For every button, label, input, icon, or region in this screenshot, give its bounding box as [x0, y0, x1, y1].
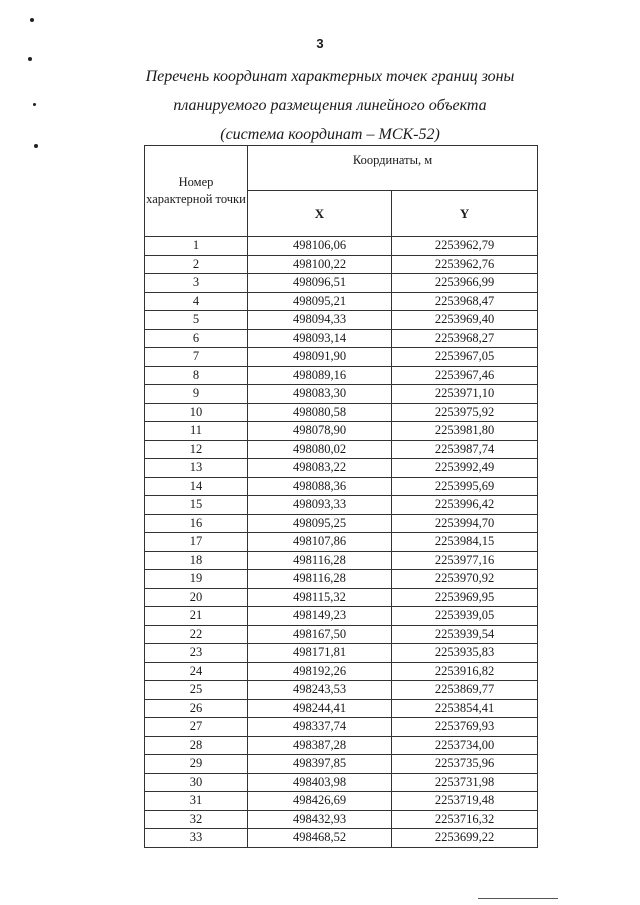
table-row [145, 662, 538, 681]
cell-y: 2253734,00 [392, 736, 538, 755]
cell-x: 498387,28 [248, 736, 392, 755]
page-number: 3 [316, 36, 324, 51]
cell-point-number: 9 [145, 385, 248, 404]
scan-dot [33, 103, 36, 106]
table-row [145, 385, 538, 404]
header-y: Y [392, 191, 538, 237]
scan-dot [28, 57, 32, 61]
cell-x: 498094,33 [248, 311, 392, 330]
table-row [145, 570, 538, 589]
cell-x: 498078,90 [248, 422, 392, 441]
cell-point-number: 18 [145, 551, 248, 570]
cell-point-number: 14 [145, 477, 248, 496]
cell-x: 498088,36 [248, 477, 392, 496]
cell-y: 2253939,54 [392, 625, 538, 644]
cell-x: 498243,53 [248, 681, 392, 700]
cell-point-number: 26 [145, 699, 248, 718]
table-row [145, 736, 538, 755]
cell-y: 2253731,98 [392, 773, 538, 792]
header-x: X [248, 191, 392, 237]
table-row [145, 551, 538, 570]
table-row [145, 366, 538, 385]
cell-y: 2253969,40 [392, 311, 538, 330]
cell-point-number: 27 [145, 718, 248, 737]
cell-x: 498080,02 [248, 440, 392, 459]
cell-y: 2253984,15 [392, 533, 538, 552]
title-line: (система координат – МСК-52) [220, 126, 440, 143]
cell-point-number: 24 [145, 662, 248, 681]
cell-point-number: 8 [145, 366, 248, 385]
cell-y: 2253992,49 [392, 459, 538, 478]
table-row [145, 607, 538, 626]
cell-x: 498116,28 [248, 551, 392, 570]
cell-y: 2253735,96 [392, 755, 538, 774]
table-row [145, 755, 538, 774]
table-row [145, 255, 538, 274]
cell-x: 498426,69 [248, 792, 392, 811]
table-row [145, 514, 538, 533]
cell-y: 2253981,80 [392, 422, 538, 441]
cell-y: 2253968,47 [392, 292, 538, 311]
cell-point-number: 22 [145, 625, 248, 644]
cell-x: 498171,81 [248, 644, 392, 663]
cell-x: 498083,30 [248, 385, 392, 404]
cell-point-number: 13 [145, 459, 248, 478]
cell-point-number: 4 [145, 292, 248, 311]
table-row [145, 292, 538, 311]
cell-y: 2253916,82 [392, 662, 538, 681]
cell-y: 2253869,77 [392, 681, 538, 700]
table-row [145, 829, 538, 848]
cell-y: 2253971,10 [392, 385, 538, 404]
cell-y: 2253967,05 [392, 348, 538, 367]
cell-y: 2253987,74 [392, 440, 538, 459]
header-coordinates: Координаты, м [248, 146, 538, 191]
cell-y: 2253716,32 [392, 810, 538, 829]
table-row [145, 699, 538, 718]
cell-y: 2253769,93 [392, 718, 538, 737]
cell-x: 498095,25 [248, 514, 392, 533]
table-row [145, 477, 538, 496]
cell-point-number: 30 [145, 773, 248, 792]
cell-point-number: 32 [145, 810, 248, 829]
cell-y: 2253699,22 [392, 829, 538, 848]
cell-y: 2253939,05 [392, 607, 538, 626]
cell-point-number: 29 [145, 755, 248, 774]
table-row [145, 533, 538, 552]
cell-x: 498106,06 [248, 237, 392, 256]
table-row [145, 496, 538, 515]
scan-dot [30, 18, 34, 22]
cell-point-number: 11 [145, 422, 248, 441]
cell-point-number: 31 [145, 792, 248, 811]
cell-point-number: 10 [145, 403, 248, 422]
cell-y: 2253962,76 [392, 255, 538, 274]
cell-y: 2253970,92 [392, 570, 538, 589]
cell-x: 498095,21 [248, 292, 392, 311]
table-row [145, 311, 538, 330]
table-row [145, 773, 538, 792]
table-row [145, 403, 538, 422]
cell-y: 2253969,95 [392, 588, 538, 607]
scan-line [478, 898, 558, 899]
header-point-number: Номер характерной точки [145, 146, 248, 237]
scan-dot [34, 144, 38, 148]
cell-x: 498192,26 [248, 662, 392, 681]
cell-point-number: 6 [145, 329, 248, 348]
table-row [145, 588, 538, 607]
table-row [145, 422, 538, 441]
cell-x: 498091,90 [248, 348, 392, 367]
cell-point-number: 23 [145, 644, 248, 663]
cell-x: 498244,41 [248, 699, 392, 718]
cell-y: 2253854,41 [392, 699, 538, 718]
cell-y: 2253977,16 [392, 551, 538, 570]
table-row [145, 718, 538, 737]
cell-x: 498089,16 [248, 366, 392, 385]
cell-x: 498083,22 [248, 459, 392, 478]
cell-x: 498432,93 [248, 810, 392, 829]
cell-y: 2253994,70 [392, 514, 538, 533]
cell-x: 498403,98 [248, 773, 392, 792]
cell-y: 2253968,27 [392, 329, 538, 348]
cell-x: 498093,14 [248, 329, 392, 348]
cell-x: 498080,58 [248, 403, 392, 422]
cell-x: 498096,51 [248, 274, 392, 293]
cell-point-number: 33 [145, 829, 248, 848]
table-row [145, 459, 538, 478]
table-row [145, 792, 538, 811]
cell-point-number: 20 [145, 588, 248, 607]
cell-x: 498149,23 [248, 607, 392, 626]
table-row [145, 274, 538, 293]
cell-point-number: 19 [145, 570, 248, 589]
table-body [145, 237, 538, 848]
cell-y: 2253719,48 [392, 792, 538, 811]
coordinates-table [144, 145, 538, 848]
cell-point-number: 15 [145, 496, 248, 515]
cell-y: 2253966,99 [392, 274, 538, 293]
cell-point-number: 1 [145, 237, 248, 256]
cell-y: 2253935,83 [392, 644, 538, 663]
cell-point-number: 2 [145, 255, 248, 274]
title-line: планируемого размещения линейного объекта [173, 97, 487, 114]
table-row [145, 348, 538, 367]
cell-y: 2253975,92 [392, 403, 538, 422]
cell-point-number: 7 [145, 348, 248, 367]
cell-point-number: 21 [145, 607, 248, 626]
cell-x: 498397,85 [248, 755, 392, 774]
cell-point-number: 25 [145, 681, 248, 700]
cell-y: 2253996,42 [392, 496, 538, 515]
cell-x: 498167,50 [248, 625, 392, 644]
cell-x: 498100,22 [248, 255, 392, 274]
table-row [145, 810, 538, 829]
cell-point-number: 12 [145, 440, 248, 459]
document-title [110, 62, 550, 149]
table-row [145, 329, 538, 348]
title-line: Перечень координат характерных точек границ зоны [145, 68, 515, 85]
cell-point-number: 16 [145, 514, 248, 533]
cell-point-number: 5 [145, 311, 248, 330]
cell-y: 2253967,46 [392, 366, 538, 385]
cell-x: 498116,28 [248, 570, 392, 589]
cell-y: 2253962,79 [392, 237, 538, 256]
cell-point-number: 28 [145, 736, 248, 755]
cell-point-number: 17 [145, 533, 248, 552]
table-row [145, 644, 538, 663]
table-row [145, 681, 538, 700]
table-row [145, 625, 538, 644]
cell-x: 498337,74 [248, 718, 392, 737]
cell-x: 498107,86 [248, 533, 392, 552]
cell-x: 498093,33 [248, 496, 392, 515]
cell-y: 2253995,69 [392, 477, 538, 496]
cell-point-number: 3 [145, 274, 248, 293]
cell-x: 498468,52 [248, 829, 392, 848]
cell-x: 498115,32 [248, 588, 392, 607]
table-row [145, 440, 538, 459]
table-row [145, 237, 538, 256]
